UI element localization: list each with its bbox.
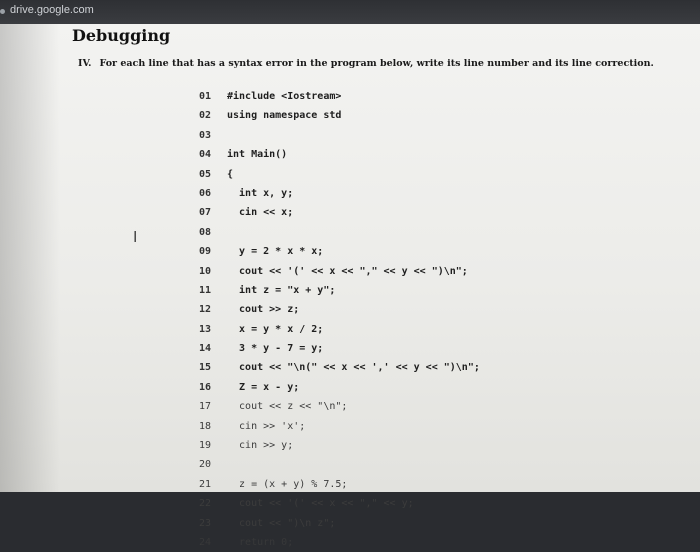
line-code: cout >> z; [227, 304, 300, 316]
line-code: cout << '(' << x << "," << y; [227, 498, 414, 510]
code-line [199, 242, 480, 261]
line-code: cout << '(' << x << "," << y << ")\n"; [227, 265, 468, 277]
document-page [0, 24, 700, 548]
line-number: 06 [199, 187, 212, 199]
code-line [199, 281, 480, 300]
line-code: z = (x + y) % 7.5; [227, 478, 348, 490]
line-number: 05 [199, 168, 212, 180]
code-line [199, 417, 480, 436]
section-title: Debugging [72, 26, 171, 45]
code-line [199, 145, 480, 164]
line-number: 15 [199, 362, 212, 374]
code-listing [199, 87, 480, 552]
line-code: #include <Iostream> [227, 91, 342, 102]
code-line [199, 397, 480, 416]
question-instruction [78, 58, 662, 69]
code-line [199, 358, 480, 377]
code-line [199, 126, 480, 145]
line-code: cout << "\n(" << x << ',' << y << ")\n"; [227, 362, 480, 374]
line-number: 16 [199, 381, 212, 393]
line-number: 02 [199, 110, 212, 122]
code-line [199, 106, 480, 125]
line-code: cin << x; [227, 207, 294, 219]
line-number: 19 [199, 440, 212, 452]
line-code: 3 * y - 7 = y; [227, 343, 324, 355]
code-line [199, 514, 480, 533]
line-number: 17 [199, 401, 212, 413]
line-number: 04 [199, 149, 212, 161]
line-number: 22 [199, 498, 212, 510]
code-line [199, 223, 480, 242]
text-cursor-icon: I [133, 228, 138, 246]
line-code: cout << ")\n z"; [227, 517, 336, 529]
code-line [199, 262, 480, 281]
line-number: 01 [199, 91, 212, 102]
code-line [199, 203, 480, 222]
line-number: 11 [199, 284, 212, 296]
line-number: 09 [199, 246, 212, 258]
line-code: return 0; [227, 536, 294, 548]
code-line [199, 320, 480, 339]
line-number: 07 [199, 207, 212, 219]
line-number: 12 [199, 304, 212, 316]
code-line [199, 436, 480, 455]
status-dot-icon [0, 9, 5, 14]
code-line [199, 475, 480, 494]
code-line [199, 378, 480, 397]
line-code: int z = "x + y"; [227, 284, 336, 296]
line-number: 24 [199, 536, 212, 548]
code-line [199, 533, 480, 552]
code-line [199, 300, 480, 319]
line-code: int x, y; [227, 187, 294, 199]
line-number: 10 [199, 265, 212, 277]
line-number: 03 [199, 129, 212, 141]
line-code: cin >> y; [227, 440, 294, 452]
line-number: 18 [199, 420, 212, 432]
line-number: 13 [199, 323, 212, 335]
code-line [199, 455, 480, 474]
code-line [199, 184, 480, 203]
line-code: int Main() [227, 149, 288, 161]
line-code: { [227, 168, 234, 180]
line-number: 23 [199, 517, 212, 529]
domain-label[interactable]: drive.google.com [10, 4, 94, 16]
line-code: cin >> 'x'; [227, 420, 306, 432]
line-code: x = y * x / 2; [227, 323, 324, 335]
question-number: IV. [78, 58, 92, 69]
line-code: using namespace std [227, 110, 342, 122]
line-number: 21 [199, 478, 212, 490]
browser-top-bar [0, 0, 700, 24]
code-line [199, 165, 480, 184]
code-line [199, 494, 480, 513]
code-line [199, 339, 480, 358]
instruction-text: For each line that has a syntax error in the program below, write its line number and its line correction. [99, 58, 654, 69]
line-number: 20 [199, 459, 212, 471]
code-line [199, 87, 480, 106]
line-number: 08 [199, 226, 212, 238]
line-code: cout << z << "\n"; [227, 401, 348, 413]
line-number: 14 [199, 343, 212, 355]
line-code: y = 2 * x * x; [227, 246, 324, 258]
line-code: Z = x - y; [227, 381, 300, 393]
